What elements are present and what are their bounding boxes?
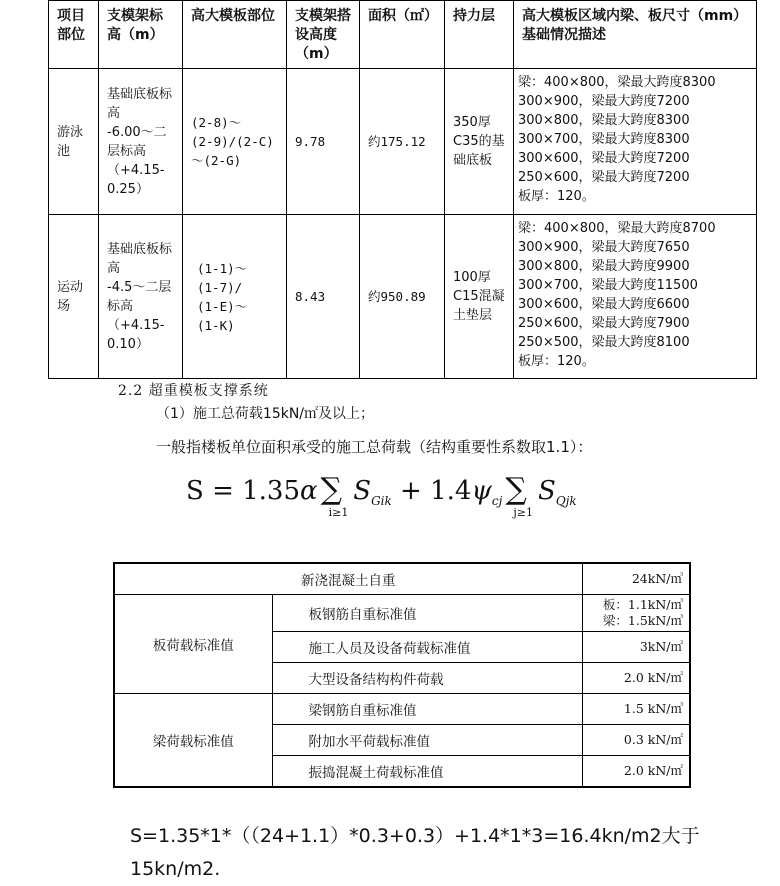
cell-area: 约175.12 [360, 69, 445, 215]
load-value: 3kN/㎡ [582, 632, 690, 663]
cell-position: (2-8)～ (2-9)/(2-C) ～(2-G) [183, 69, 287, 215]
load-label: 板钢筋自重标准值 [272, 595, 582, 632]
table-row [114, 595, 690, 632]
load-value: 板：1.1kN/㎥ 梁：1.5kN/㎥ [582, 595, 690, 632]
load-value: 1.5 kN/㎥ [582, 694, 690, 725]
table-header-row [49, 1, 757, 69]
cell-desc: 梁：400×800，梁最大跨度8300 300×900，梁最大跨度7200 300×800，梁最大跨度8300 300×700，梁最大跨度8300 300×600，梁最大跨度7200 250×600，梁最大跨度7200 板厚：120。 [514, 69, 757, 215]
section-heading: 2.2 超重模板支撑系统 [118, 383, 269, 399]
section-item-1: （1）施工总荷载15kN/㎡及以上； [156, 406, 375, 422]
header-bearing: 持力层 [445, 1, 514, 69]
formula-term1: S [353, 476, 372, 506]
load-value: 2.0 kN/㎡ [582, 663, 690, 694]
header-height: 支模架搭设高度（m） [287, 1, 360, 69]
header-elevation: 支模架标高（m） [99, 1, 183, 69]
cell-elevation: 基础底板标高 -4.5～二层标高（+4.15-0.10） [99, 215, 183, 379]
formula-psi-sub: cj [491, 494, 503, 508]
cell-elevation: 基础底板标高 -6.00～二层标高（+4.15-0.25） [99, 69, 183, 215]
table-row [49, 215, 757, 379]
beam-group-label: 梁荷载标准值 [114, 694, 272, 788]
header-part: 项目部位 [49, 1, 99, 69]
section-item-1-desc: 一般指楼板单位面积承受的施工总荷载（结构重要性系数取1.1）： [156, 438, 593, 456]
cell-height: 8.43 [287, 215, 360, 379]
cell-bearing: 100厚 C15混凝土垫层 [445, 215, 514, 379]
cell-position: (1-1)～ (1-7)/ (1-E)～ (1-K) [183, 215, 287, 379]
cell-bearing: 350厚 C35的基础底板 [445, 69, 514, 215]
formwork-table [48, 0, 757, 379]
sum-symbol-2: ∑ j≥1 [505, 472, 533, 519]
cell-area: 约950.89 [360, 215, 445, 379]
header-desc: 高大模板区域内梁、板尺寸（mm）基础情况描述 [514, 1, 757, 69]
cell-height: 9.78 [287, 69, 360, 215]
load-value: 24kN/㎥ [582, 563, 690, 595]
table-row [114, 694, 690, 725]
load-value: 0.3 kN/㎡ [582, 725, 690, 756]
loads-table [113, 562, 691, 788]
formula-term2: S [538, 476, 556, 506]
sum-index-2: j≥1 [513, 506, 533, 519]
formula-psi: ψ [471, 476, 492, 506]
load-label: 振捣混凝土荷载标准值 [272, 756, 582, 788]
load-label: 附加水平荷载标准值 [272, 725, 582, 756]
load-label: 梁钢筋自重标准值 [272, 694, 582, 725]
formula-lhs: S = 1.35 [186, 476, 301, 506]
load-label: 施工人员及设备荷载标准值 [272, 632, 582, 663]
formula-term1-sub: Gik [371, 494, 392, 508]
load-value: 2.0 kN/㎡ [582, 756, 690, 788]
load-formula [186, 472, 577, 519]
sum-index-1: i≥1 [328, 506, 349, 519]
header-area: 面积（㎡） [360, 1, 445, 69]
slab-group-label: 板荷载标准值 [114, 595, 272, 694]
cell-part: 游泳池 [49, 69, 99, 215]
formula-plus: + 1.4 [391, 476, 472, 506]
sum-symbol-1: ∑ i≥1 [320, 472, 349, 519]
load-label: 大型设备结构构件荷载 [272, 663, 582, 694]
cell-desc: 梁：400×800，梁最大跨度8700 300×900，梁最大跨度7650 300×800，梁最大跨度9900 300×700，梁最大跨度11500 300×600，梁最大跨度6600 250×600，梁最大跨度7900 250×500，梁最大跨度8100 板厚：120。 [514, 215, 757, 379]
result-text: S=1.35*1*（（24+1.1）*0.3+0.3）+1.4*1*3=16.4kn/m2大于15kn/m2. [130, 825, 700, 880]
formula-term2-sub: Qjk [555, 494, 577, 508]
table-row [114, 563, 690, 595]
table-row [49, 69, 757, 215]
formula-alpha: α [300, 476, 318, 506]
load-label: 新浇混凝土自重 [114, 563, 582, 595]
header-position: 高大模板部位 [183, 1, 287, 69]
cell-part: 运动场 [49, 215, 99, 379]
